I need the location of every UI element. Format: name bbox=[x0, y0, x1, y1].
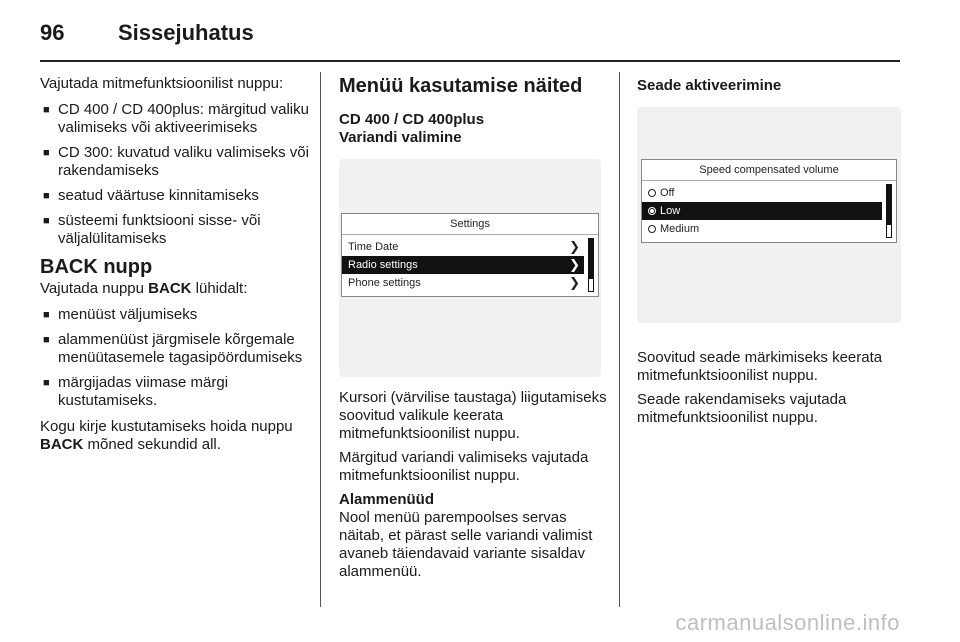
back-intro-text: Vajutada nuppu bbox=[40, 280, 149, 297]
panel-title: Speed compensated volume bbox=[642, 160, 896, 181]
list-item: ■ CD 300: kuvatud valiku valimiseks või rakendamiseks bbox=[40, 144, 312, 180]
option-label: Low bbox=[660, 205, 681, 217]
column-divider-1 bbox=[320, 72, 321, 607]
menu-row-label: Time Date bbox=[348, 241, 399, 253]
volume-screen-illustration bbox=[637, 107, 901, 323]
menu-row bbox=[342, 238, 598, 256]
delete-text-end: mõned sekundid all. bbox=[83, 436, 221, 453]
option-label: Medium bbox=[660, 223, 700, 235]
menu-row-label: Radio settings bbox=[348, 259, 418, 271]
menu-row-selected bbox=[342, 256, 584, 274]
list-item: ■ süsteemi funktsiooni sisse- või väljalülitamiseks bbox=[40, 212, 312, 248]
menu-row bbox=[342, 274, 598, 292]
back-bullet-list bbox=[40, 306, 312, 410]
column-3 bbox=[637, 75, 905, 435]
column-divider-2 bbox=[619, 72, 620, 607]
volume-panel bbox=[641, 159, 897, 243]
back-heading: BACK nupp bbox=[40, 256, 153, 278]
subheading-model: CD 400 / CD 400plus bbox=[339, 111, 485, 128]
intro-text: Vajutada mitmefunktsioonilist nuppu: bbox=[40, 75, 284, 92]
list-item: ■ menüüst väljumiseks bbox=[40, 306, 312, 324]
chevron-right-icon: ❯ bbox=[569, 239, 580, 254]
scrollbar-thumb bbox=[886, 224, 892, 238]
column-1 bbox=[40, 75, 312, 462]
menu-row-label: Phone settings bbox=[348, 277, 421, 289]
chevron-right-icon: ❯ bbox=[569, 275, 580, 290]
radio-icon bbox=[648, 225, 656, 233]
chevron-right-icon: ❯ bbox=[569, 257, 580, 272]
radio-selected-icon bbox=[648, 207, 656, 215]
page-header bbox=[40, 16, 254, 50]
back-intro bbox=[40, 280, 312, 298]
list-item: ■ märgijadas viimase märgi kustutamiseks. bbox=[40, 374, 312, 410]
paragraph-apply: Seade rakendamiseks vajutada mitmefunktsioonilist nuppu. bbox=[637, 391, 847, 426]
panel-title: Settings bbox=[342, 214, 598, 235]
option-row bbox=[642, 220, 896, 238]
scrollbar-track bbox=[886, 184, 892, 224]
back-intro-text-end: lühidalt: bbox=[191, 280, 248, 297]
list-item: ■ alammenüüst järgmisele kõrgemale menüütasemele tagasipöördumiseks bbox=[40, 331, 312, 367]
submenu-heading: Alammenüüd bbox=[339, 491, 435, 508]
paragraph-mark: Soovitud seade märkimiseks keerata mitmefunktsioonilist nuppu. bbox=[637, 349, 883, 384]
section-heading-activation: Seade aktiveerimine bbox=[637, 77, 782, 94]
option-row bbox=[642, 184, 896, 202]
delete-text bbox=[40, 418, 312, 454]
back-key-label: BACK bbox=[148, 280, 192, 297]
radio-icon bbox=[648, 189, 656, 197]
section-heading: Menüü kasutamise näited bbox=[339, 75, 583, 97]
list-item: ■ CD 400 / CD 400plus: märgitud valiku valimiseks või aktiveerimiseks bbox=[40, 101, 312, 137]
settings-screen-illustration bbox=[339, 159, 601, 377]
settings-panel bbox=[341, 213, 599, 297]
subheading-option: Variandi valimine bbox=[339, 129, 462, 146]
option-label: Off bbox=[660, 187, 675, 199]
option-row-selected bbox=[642, 202, 882, 220]
submenu-text: Nool menüü parempoolses servas näitab, et pärast selle variandi valimist avaneb täiendavaid variante sisaldav alammenüü. bbox=[339, 509, 593, 580]
page-number: 96 bbox=[40, 20, 65, 45]
page-title: Sissejuhatus bbox=[118, 20, 254, 45]
paragraph-cursor: Kursori (värvilise taustaga) liigutamiseks soovitud valikule keerata mitmefunktsioonilist nuppu. bbox=[339, 389, 607, 442]
list-item: ■ seatud väärtuse kinnitamiseks bbox=[40, 187, 312, 205]
back-key-label-2: BACK bbox=[40, 436, 84, 453]
header-divider bbox=[40, 60, 900, 62]
bullet-list bbox=[40, 101, 312, 248]
scrollbar-thumb bbox=[588, 278, 594, 292]
delete-text-start: Kogu kirje kustutamiseks hoida nuppu bbox=[40, 418, 293, 435]
scrollbar-track bbox=[588, 238, 594, 278]
column-2 bbox=[339, 75, 609, 589]
paragraph-select: Märgitud variandi valimiseks vajutada mitmefunktsioonilist nuppu. bbox=[339, 449, 589, 484]
watermark: carmanualsonline.info bbox=[675, 610, 900, 635]
